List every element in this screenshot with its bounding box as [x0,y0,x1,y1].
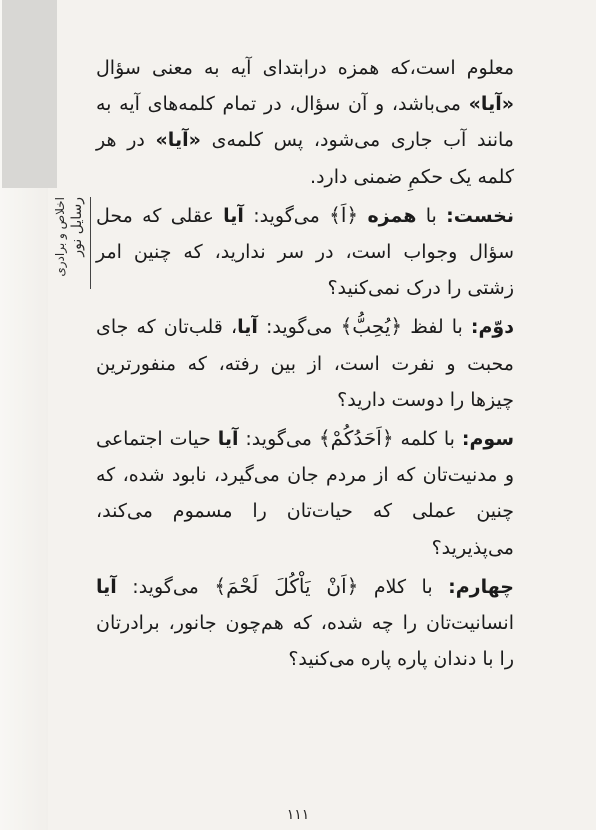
quran-verse: ﴿اَنْ يَاْكُلَ لَحْمَ﴾ [214,573,359,598]
section-text: با کلمه [393,428,462,451]
section-text: می‌گوید: [257,316,341,339]
section-heading: چهارم: [448,575,514,598]
section-text: حیات اجتماعی و مدنیت‌تان که از مردم جان می‌گیرد، نابود شده، که چنین عملی که حیات‌تان را مسموم می‌کند، می‌پذیرید؟ [96,428,514,559]
page-number: ۱۱۱ [286,807,310,823]
running-head-book-title: اخلاص و برادری [53,197,67,277]
section-text: با لفظ [402,316,471,339]
section-aya: آیا [96,575,117,598]
running-head-series: رسایل نور [69,197,85,257]
margin-thumb-tab [2,0,57,188]
section-text: می‌گوید: [116,575,215,598]
section-term: همزه [367,204,417,227]
section-text: می‌گوید: [238,428,319,451]
quran-verse: ﴿اَحَدُكُمْ﴾ [318,426,394,451]
intro-text: معلوم است،که همزه درابتدای آیه به معنی سؤال [96,57,514,79]
quoted-aya: «آیا» [468,93,514,116]
section-aya: آیا [217,428,239,451]
section-paragraph-first [96,197,514,307]
running-head [50,197,94,289]
quoted-aya: «آیا» [155,129,201,152]
section-text: با کلام [358,575,449,598]
section-heading: دوّم: [470,316,514,339]
section-text: انسانیت‌تان را چه شده، که هم‌چون جانور، برادرتان را با دندان پاره پاره می‌کنید؟ [96,612,514,671]
section-paragraph-third [96,420,514,566]
body-text [96,50,514,677]
intro-text: در هر کلمه یک حکمِ ضمنی دارد. [96,129,514,188]
intro-text: می‌باشد، و آن سؤال، در تمام کلمه‌های آیه به مانند آب جاری می‌شود، پس کلمه‌ی [96,93,514,152]
section-text: با [416,204,447,227]
section-heading: سوم: [461,428,515,451]
section-aya: آیا [237,316,258,339]
section-paragraph-second [96,308,514,418]
quran-verse: ﴿اَ﴾ [329,202,359,227]
quran-verse: ﴿يُحِبُّ﴾ [340,314,403,339]
section-text: می‌گوید: [243,204,330,227]
section-text: ، قلب‌تان که جای محبت و نفرت است، از بین رفته، که منفورترین چیزها را دوست دارید؟ [96,316,514,411]
intro-paragraph [96,50,514,195]
section-aya: آیا [223,204,244,227]
section-text: عقلی که محل سؤال وجواب است، در سر ندارید، که چنین امر زشتی را درک نمی‌کنید؟ [96,204,514,300]
section-paragraph-fourth [96,568,514,678]
section-heading: نخست: [446,204,514,227]
running-head-rule [90,197,91,289]
